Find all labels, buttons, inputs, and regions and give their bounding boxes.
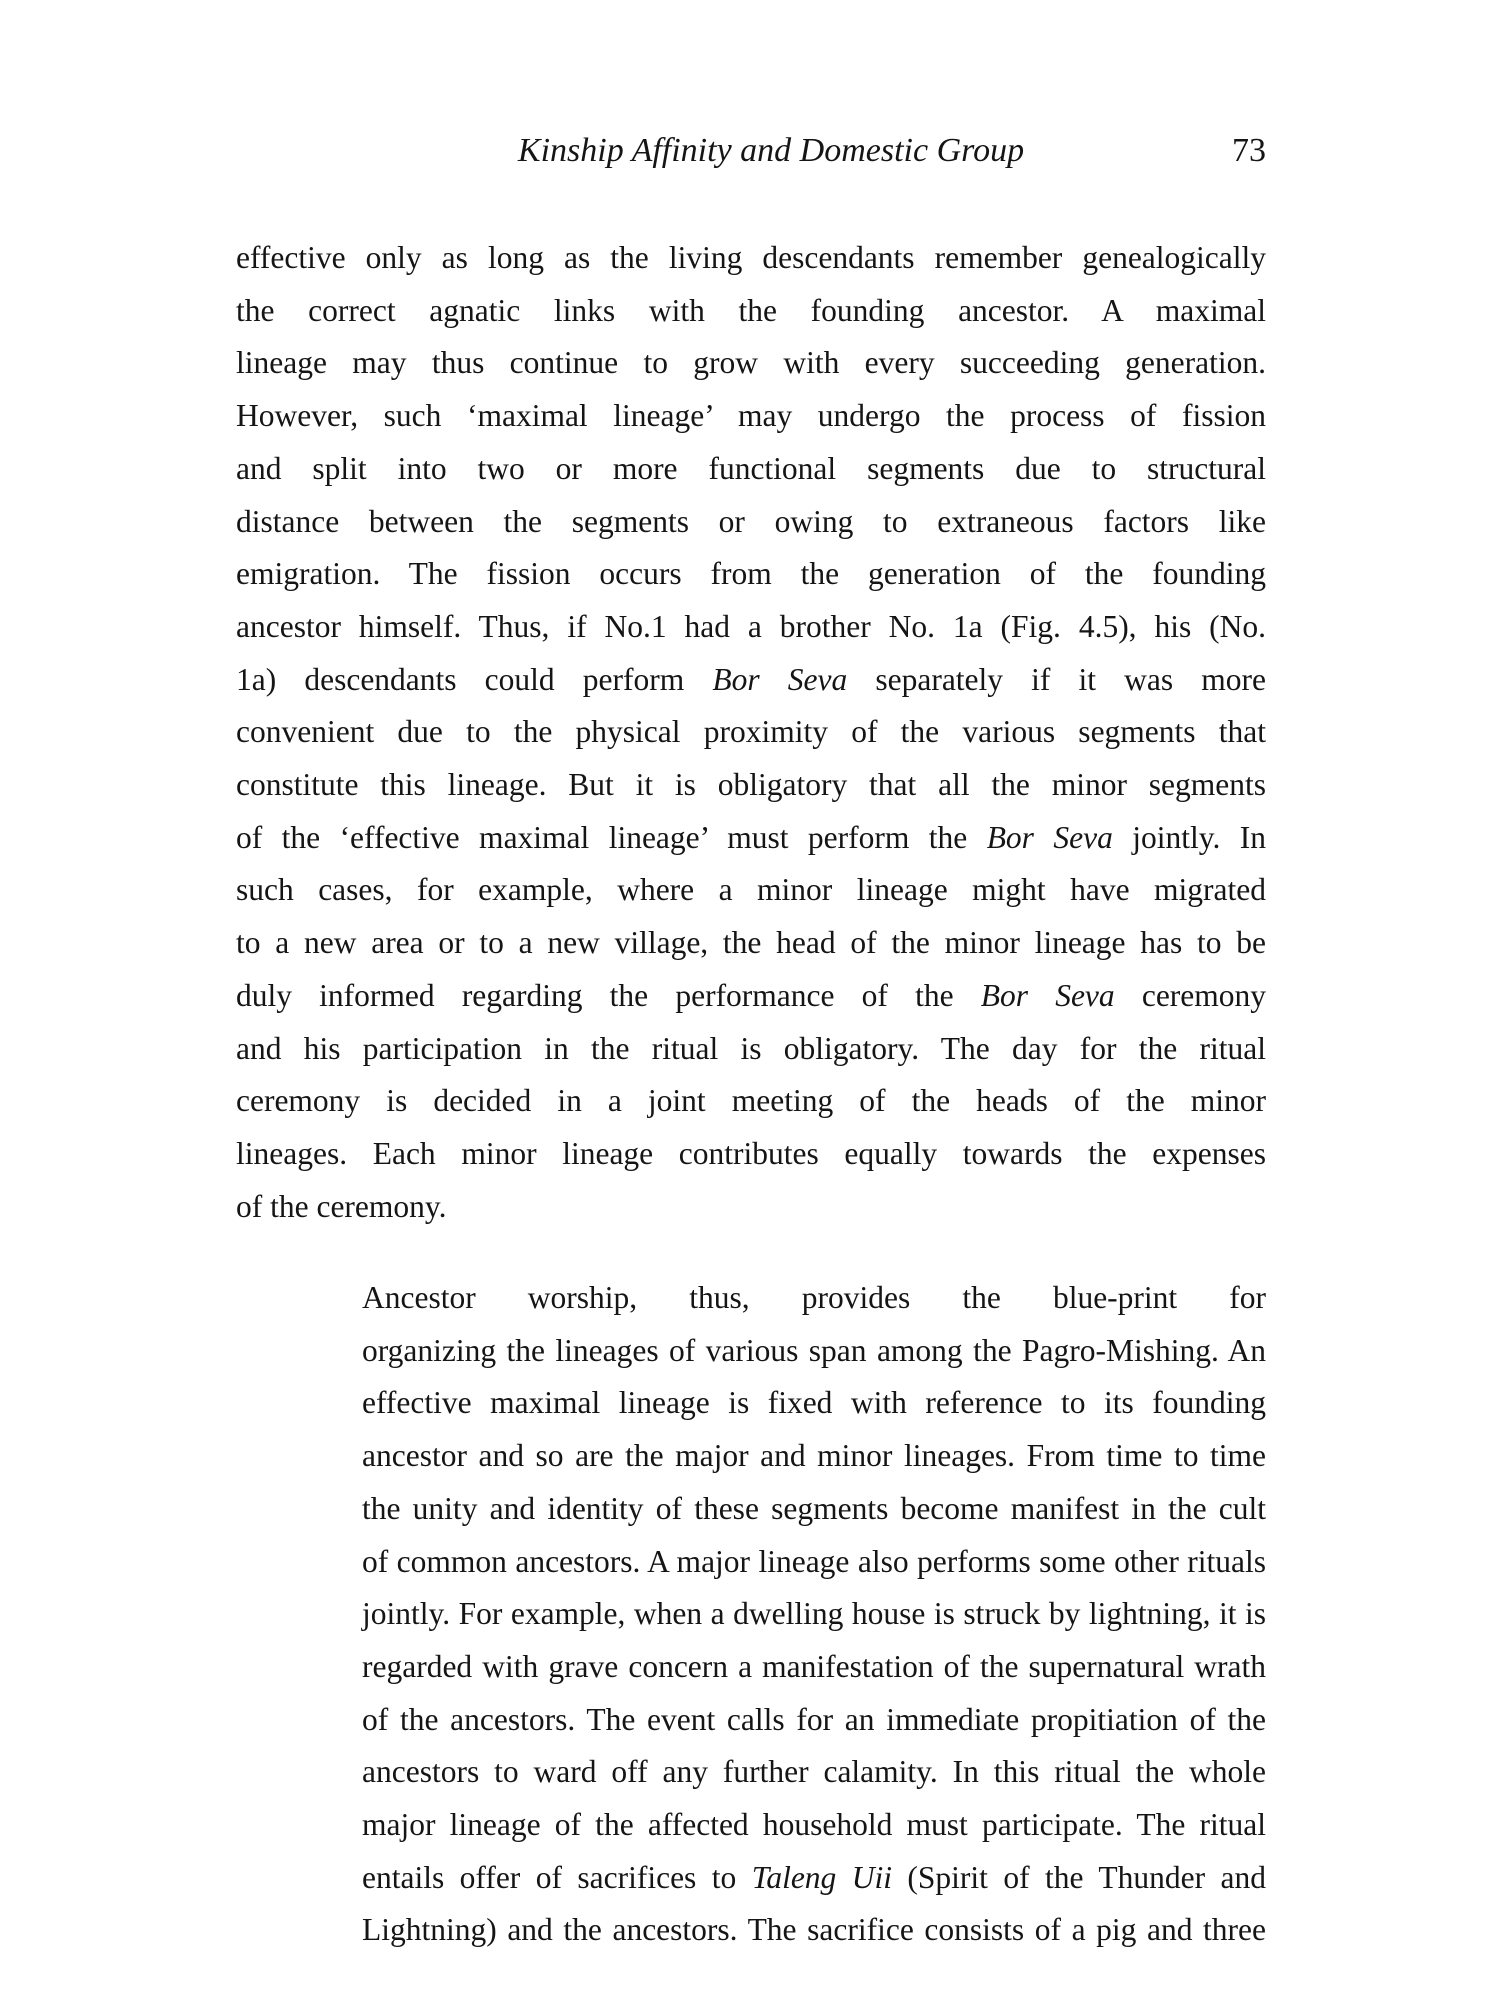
text-segment: of the ‘effective maximal lineage’ must perform the — [236, 819, 968, 855]
paragraph-1 — [236, 232, 1266, 1233]
text-segment: separately if it was more — [875, 661, 1267, 697]
running-title: Kinship Affinity and Domestic Group — [517, 132, 1025, 169]
paragraph-2 — [236, 1272, 1266, 1957]
taleng-uii-term: Taleng Uii — [751, 1859, 892, 1895]
text-line: the correct agnatic links with the founding ancestor. A maximal — [236, 292, 1266, 328]
text-line: of common ancestors. A major lineage also performs some other rituals — [362, 1543, 1266, 1579]
text-line — [236, 812, 1266, 865]
text-segment: entails offer of sacrifices to — [362, 1859, 737, 1895]
bor-seva-term: Bor Seva — [980, 977, 1115, 1013]
page-number: 73 — [1232, 132, 1266, 169]
text-line: to a new area or to a new village, the head of the minor lineage has to be — [236, 925, 1266, 961]
running-head — [236, 126, 1266, 176]
text-line: Ancestor worship, thus, provides the blue-print for — [362, 1280, 1266, 1315]
text-segment: (Spirit of the Thunder and — [907, 1859, 1266, 1895]
text-segment: jointly. In — [1132, 819, 1266, 855]
text-line: ancestors to ward off any further calamity. In this ritual the whole — [362, 1754, 1266, 1790]
text-line: Lightning) and the ancestors. The sacrifice consists of a pig and three — [362, 1912, 1266, 1948]
text-line: emigration. The fission occurs from the generation of the founding — [236, 556, 1266, 592]
bor-seva-term: Bor Seva — [712, 661, 848, 697]
text-line: major lineage of the affected household must participate. The ritual — [362, 1807, 1266, 1843]
text-line: lineages. Each minor lineage contributes equally towards the expenses — [236, 1135, 1266, 1171]
text-line: However, such ‘maximal lineage’ may undergo the process of fission — [236, 398, 1266, 434]
text-line: organizing the lineages of various span among the Pagro-Mishing. An — [362, 1332, 1266, 1368]
text-line: of the ceremony. — [236, 1188, 447, 1224]
text-line: effective maximal lineage is fixed with reference to its founding — [362, 1385, 1266, 1421]
text-line: jointly. For example, when a dwelling house is struck by lightning, it is — [362, 1596, 1266, 1632]
text-line: distance between the segments or owing to extraneous factors like — [236, 503, 1266, 539]
text-line: ceremony is decided in a joint meeting of the heads of the minor — [236, 1083, 1266, 1119]
text-line: convenient due to the physical proximity of the various segments that — [236, 714, 1266, 750]
text-line: lineage may thus continue to grow with every succeeding generation. — [236, 345, 1266, 381]
text-line: ancestor and so are the major and minor lineages. From time to time — [362, 1438, 1266, 1474]
text-line: regarded with grave concern a manifestation of the supernatural wrath — [362, 1648, 1266, 1684]
text-line: and split into two or more functional segments due to structural — [236, 450, 1266, 486]
text-line — [236, 654, 1266, 707]
text-line: of the ancestors. The event calls for an immediate propitiation of the — [362, 1701, 1266, 1737]
bor-seva-term: Bor Seva — [986, 819, 1113, 855]
text-line: ancestor himself. Thus, if No.1 had a brother No. 1a (Fig. 4.5), his (No. — [236, 608, 1266, 644]
text-line — [236, 1852, 1266, 1905]
text-line — [236, 970, 1266, 1023]
text-line: the unity and identity of these segments become manifest in the cult — [362, 1490, 1266, 1526]
text-line: and his participation in the ritual is obligatory. The day for the ritual — [236, 1030, 1266, 1066]
text-segment: 1a) descendants could perform — [236, 661, 685, 697]
text-line: effective only as long as the living descendants remember genealogically — [236, 240, 1266, 275]
text-segment: duly informed regarding the performance of the — [236, 977, 954, 1013]
text-line: such cases, for example, where a minor lineage might have migrated — [236, 872, 1266, 908]
text-line: constitute this lineage. But it is obligatory that all the minor segments — [236, 767, 1266, 803]
text-segment: ceremony — [1141, 977, 1267, 1013]
